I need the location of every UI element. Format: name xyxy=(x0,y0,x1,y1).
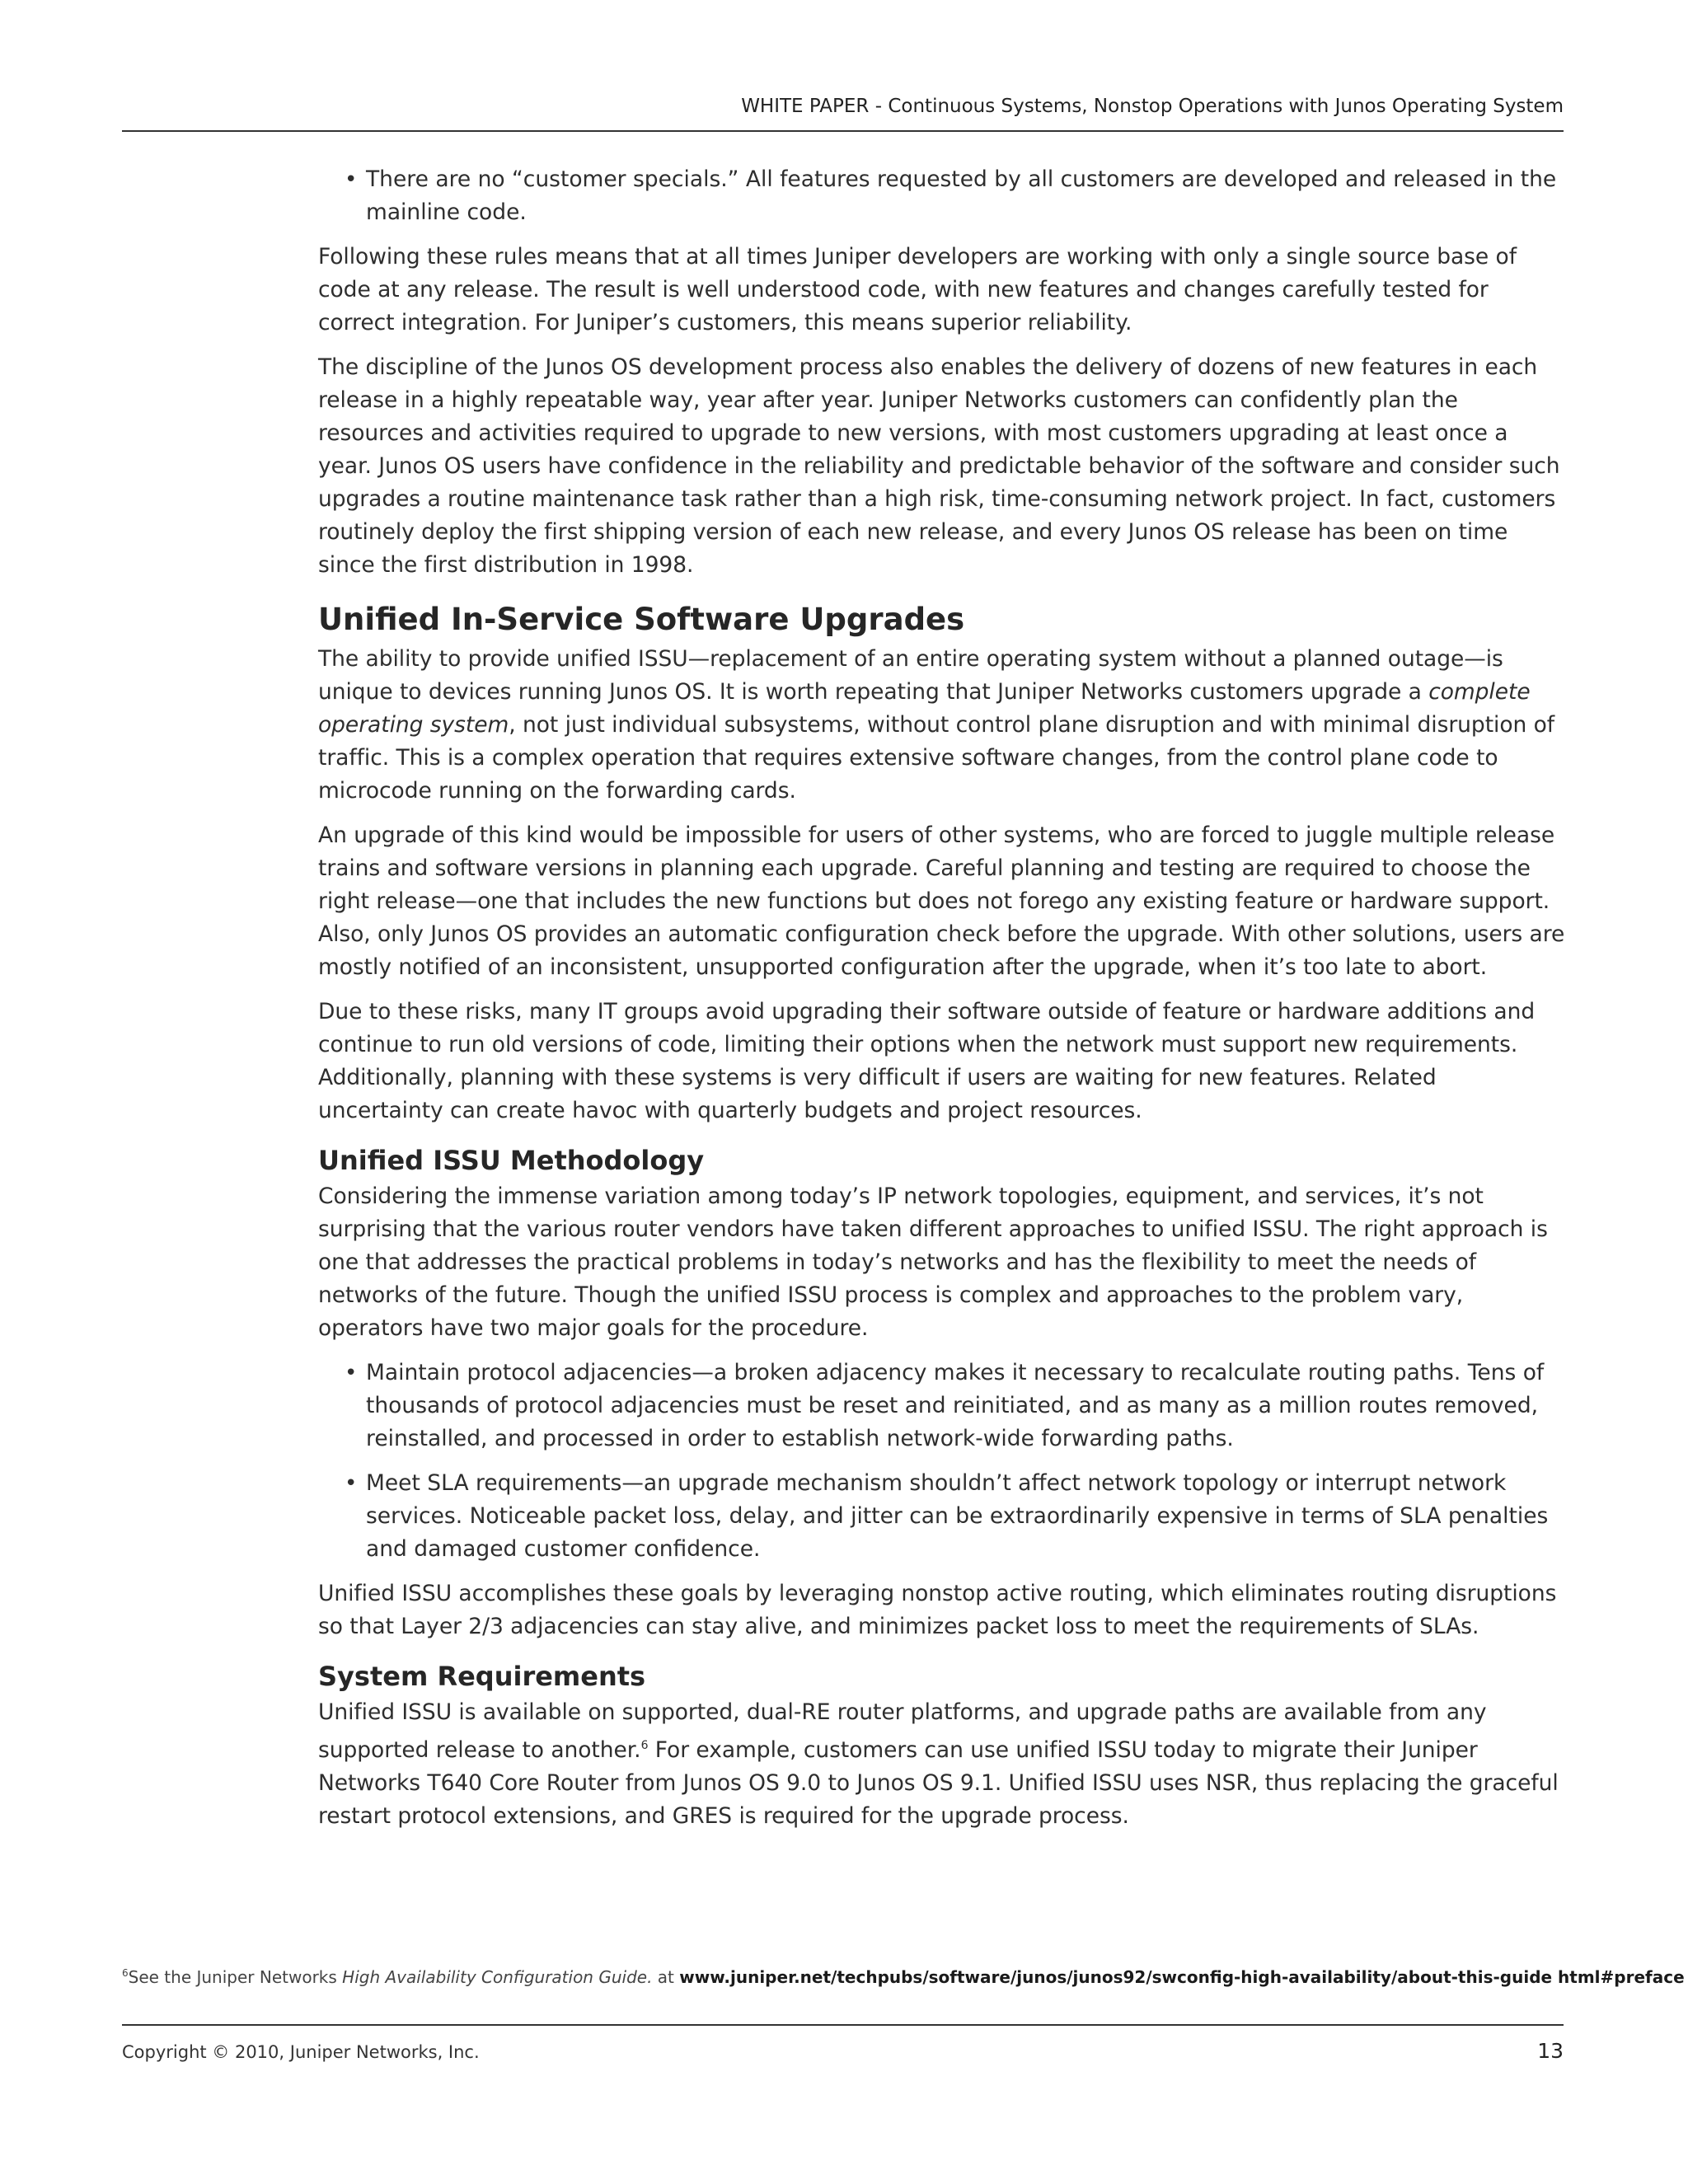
footnote-mark: 6 xyxy=(122,1967,129,1979)
header-title: WHITE PAPER - Continuous Systems, Nonstop Operations with Junos Operating System xyxy=(741,96,1564,117)
paragraph: Due to these risks, many IT groups avoid upgrading their software outside of feature or hardware additions and continue to run old versions of code, limiting their options when the network must support new requirements. Additionally, planning with these systems is very difficult if users are waiting for new features. Related uncertainty can create havoc with quarterly budgets and project resources. xyxy=(318,999,1536,1123)
copyright-text: Copyright © 2010, Juniper Networks, Inc. xyxy=(122,2042,480,2062)
footnote-guide-title: High Availability Configuration Guide. xyxy=(342,1967,653,1987)
paragraph xyxy=(318,1696,1566,1833)
page-number: 13 xyxy=(1537,2039,1564,2063)
footnote-url-link[interactable]: www.juniper.net/techpubs/software/junos/junos92/swconfig-high-availability/about-this-guide html#preface xyxy=(679,1967,1685,1987)
text-run: The ability to provide unified ISSU—replacement of an entire operating system without a planned outage—is unique to devices running Junos OS. It is worth repeating that Juniper Networks customers upgrade a xyxy=(318,646,1503,705)
footnote-text: at xyxy=(652,1967,680,1987)
footnote xyxy=(122,1961,1685,1989)
text-run: , not just individual subsystems, without control plane disruption and with minimal disruption of traffic. This is a complex operation that requires extensive software changes, from the control plane code to microcode running on the forwarding cards. xyxy=(318,712,1555,804)
page-footer xyxy=(122,2024,1564,2063)
goals-bullet-list xyxy=(318,1357,1566,1566)
page-header xyxy=(122,92,1564,132)
paragraph: The discipline of the Junos OS development process also enables the delivery of dozens of new features in each release in a highly repeatable way, year after year. Juniper Networks customers can confidently plan the resources and activities required to upgrade to new versions, with most customers upgrading at least once a year. Junos OS users have confidence in the reliability and predictable behavior of the software and consider such upgrades a routine maintenance task rather than a high risk, time-consuming network project. In fact, customers routinely deploy the first shipping version of each new release, and every Junos OS release has been on time since the first distribution in 1998. xyxy=(318,354,1560,578)
emphasis-text: complete operating system xyxy=(318,679,1531,738)
list-item: • Maintain protocol adjacencies—a broken adjacency makes it necessary to recalculate routing paths. Tens of thousands of protocol adjacencies must be reset and reinitiated, and as many as a million routes removed, reinstalled, and processed in order to establish network-wide forwarding paths. xyxy=(318,1357,1566,1455)
list-item: • There are no “customer specials.” All features requested by all customers are developed and released in the mainline code. xyxy=(318,163,1566,229)
footnote-text: See the Juniper Networks xyxy=(128,1967,343,1987)
section-heading-methodology: Unified ISSU Methodology xyxy=(318,1145,705,1176)
text-run: For example, customers can use unified ISSU today to migrate their Juniper Networks T640 Core Router from Junos OS 9.0 to Junos OS 9.1. Unified ISSU uses NSR, thus replacing the graceful restart protocol extensions, and GRES is required for the upgrade process. xyxy=(318,1737,1559,1829)
paragraph xyxy=(318,643,1566,808)
paragraph: Following these rules means that at all times Juniper developers are working with only a single source base of code at any release. The result is well understood code, with new features and changes carefully tested for correct integration. For Juniper’s customers, this means superior reliability. xyxy=(318,244,1517,335)
paragraph: Considering the immense variation among today’s IP network topologies, equipment, and services, it’s not surprising that the various router vendors have taken different approaches to unified ISSU. The right approach is one that addresses the practical problems in today’s networks and has the flexibility to meet the needs of networks of the future. Though the unified ISSU process is complex and approaches to the problem vary, operators have two major goals for the procedure. xyxy=(318,1183,1548,1341)
text-run: Unified ISSU is available on supported, dual-RE router platforms, and upgrade paths are available from any supported release to another. xyxy=(318,1699,1487,1763)
main-content xyxy=(318,163,1566,1844)
section-heading-unified-issu: Unified In-Service Software Upgrades xyxy=(318,602,965,637)
list-item: • Meet SLA requirements—an upgrade mechanism shouldn’t affect network topology or interrupt network services. Noticeable packet loss, delay, and jitter can be extraordinarily expensive in terms of SLA penalties and damaged customer confidence. xyxy=(318,1467,1566,1566)
footnote-reference[interactable]: 6 xyxy=(640,1739,649,1752)
paragraph: An upgrade of this kind would be impossible for users of other systems, who are forced to juggle multiple release trains and software versions in planning each upgrade. Careful planning and testing are required to choose the right release—one that includes the new functions but does not forego any existing feature or hardware support. Also, only Junos OS provides an automatic configuration check before the upgrade. With other solutions, users are mostly notified of an inconsistent, unsupported configuration after the upgrade, when it’s too late to abort. xyxy=(318,823,1565,980)
section-heading-system-requirements: System Requirements xyxy=(318,1661,646,1692)
intro-bullet-list xyxy=(318,163,1566,229)
paragraph: Unified ISSU accomplishes these goals by leveraging nonstop active routing, which eliminates routing disruptions so that Layer 2/3 adjacencies can stay alive, and minimizes packet loss to meet the requirements of SLAs. xyxy=(318,1581,1557,1639)
